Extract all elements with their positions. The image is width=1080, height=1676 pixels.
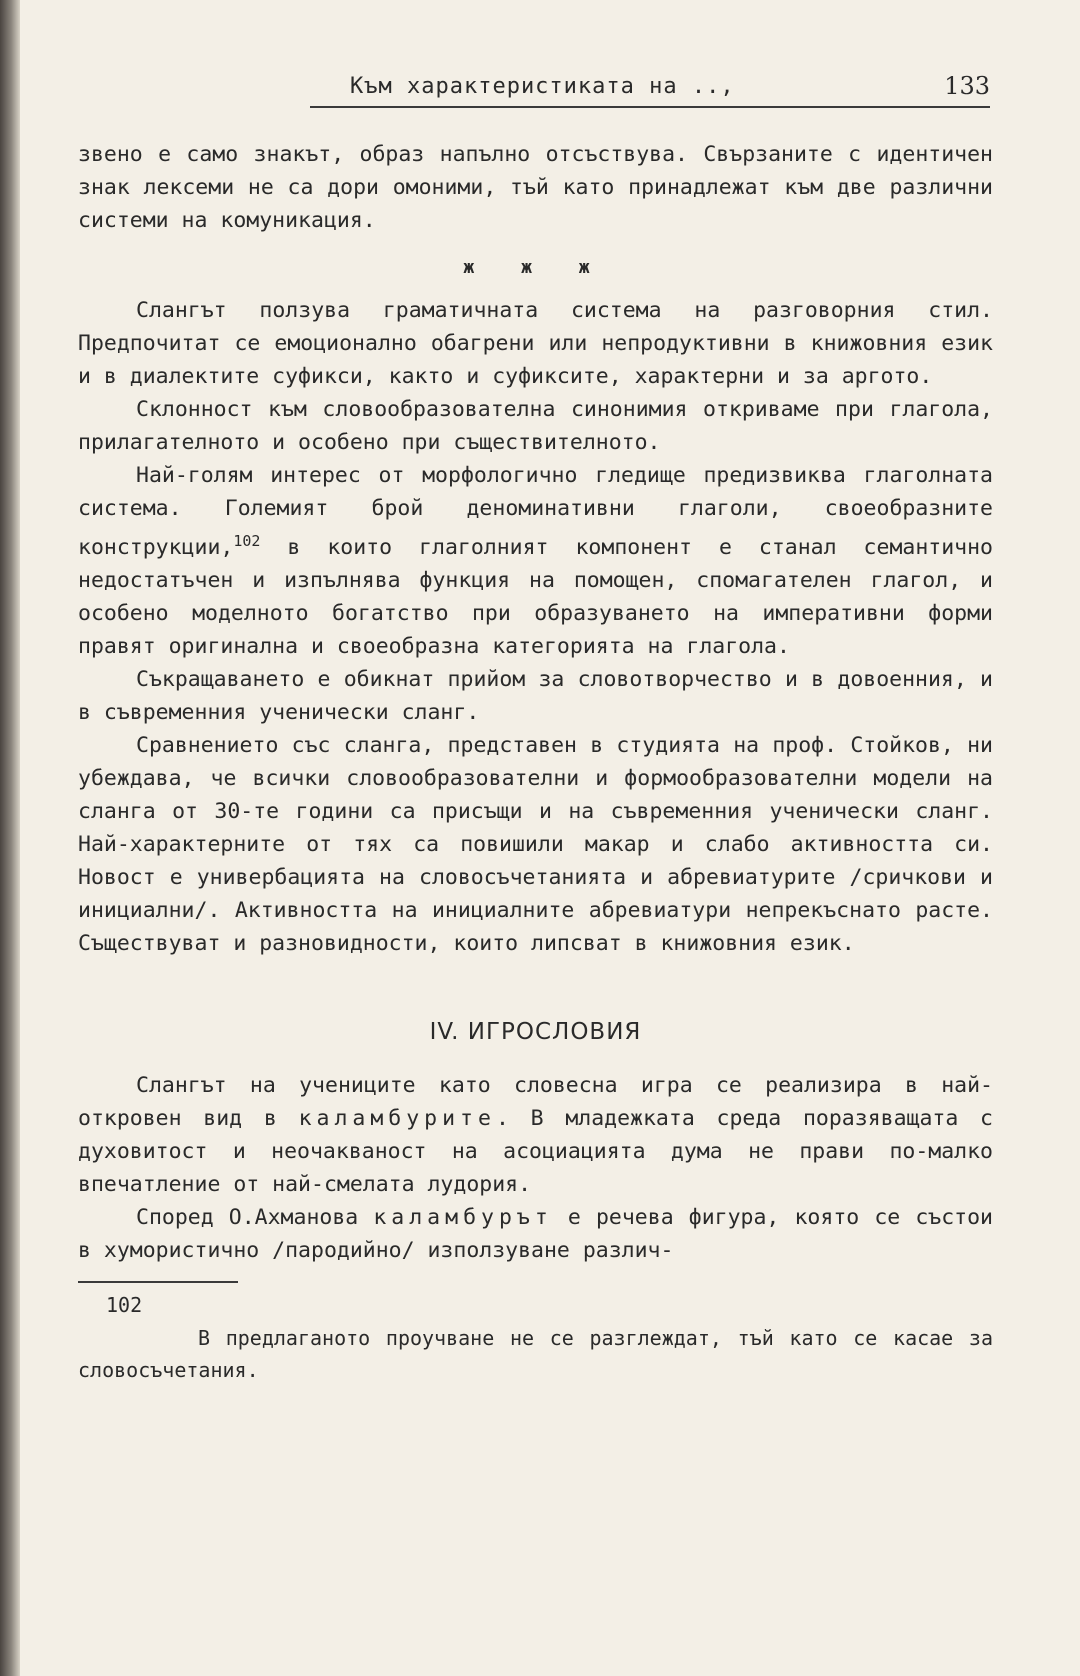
pun-text-a: Според О.Ахманова <box>136 1205 374 1231</box>
paragraph-wordplay <box>78 1069 993 1201</box>
wordplay-text-a: Слангът на учениците като словесна игра се реализира в най-откровен вид в <box>78 1073 993 1132</box>
page-body <box>78 138 993 1386</box>
section-heading: IV. ИГРОСЛОВИЯ <box>429 1019 642 1046</box>
footnote-rule <box>78 1281 238 1283</box>
paragraph-continuation: звено е само знакът, образ напълно отсъствува. Свързаните с идентичен знак лексеми не са дори омоними, тъй като принадлежат към две различни системи на комуникация. <box>78 142 993 233</box>
page-number: 133 <box>944 72 990 100</box>
running-header <box>310 70 990 108</box>
verb-system-text-a: Най-голям интерес от морфологично гледище предизвиква глаголната система. Големият брой деноминативни глаголи, своеобразните конструкции, <box>78 463 993 561</box>
paragraph-verb-system <box>78 459 993 663</box>
paragraph-slang-grammar: Слангът ползува граматичната система на разговорния стил. Предпочитат се емоционално обагрени или непродуктивни в книжовния език и в диалектите суфикси, както и суфиксите, характерни и за аргото. <box>78 298 993 389</box>
verb-system-text-b: в които глаголният компонент е станал семантично недостатъчен и изпълнява функция на помощен, спомагателен глагол, и особено моделното богатство при образуването на императивни форми правят оригинална и своеобразна категорията на глагола. <box>78 535 993 660</box>
wordplay-text-b: . В младежката среда поразяващата с духовитост и неочакваност на асоциацията дума не прави по-малко впечатление от най-смелата лудория. <box>78 1106 993 1198</box>
pun-text-b: е речева фигура, която се състои в хумористично /пародийно/ използуване различ- <box>78 1205 993 1264</box>
paragraph-synonymy: Склонност към словообразователна синонимия откриваме при глагола, прилагателното и особено при съществителното. <box>78 397 993 455</box>
paragraph-pun-definition <box>78 1201 993 1267</box>
emphasized-term: каламбурите <box>298 1106 496 1132</box>
paragraph-comparison: Сравнението със сланга, представен в студията на проф. Стойков, ни убеждава, че всички словообразователни и формообразователни модели на сланга от 30-те години са присъщи и на съвременния ученически сланг. Най-характерните от тях са повишили макар и слабо активността си. Новост е универбацията на словосъчетанията и абревиатурите /сричкови и инициални/. Активността на инициалните абревиатури непрекъснато расте. Съществуват и разновидности, които липсват в книжовния език. <box>78 733 993 957</box>
footnote-number: 102 <box>106 1293 143 1318</box>
running-title: Към характеристиката на .., <box>350 74 735 99</box>
section-divider-asterisks: ж ж ж <box>463 257 608 278</box>
emphasized-term-pun: каламбурът <box>373 1205 553 1231</box>
footnote-reference[interactable]: 102 <box>233 532 261 550</box>
footnote-text: В предлаганото проучване не се разглеждат, тъй като се касае за словосъчетания. <box>78 1326 993 1383</box>
footnote <box>78 1289 993 1386</box>
paragraph-abbreviation: Съкращаването е обикнат прийом за словотворчество и в довоенния, и в съвременния ученически сланг. <box>78 667 993 726</box>
